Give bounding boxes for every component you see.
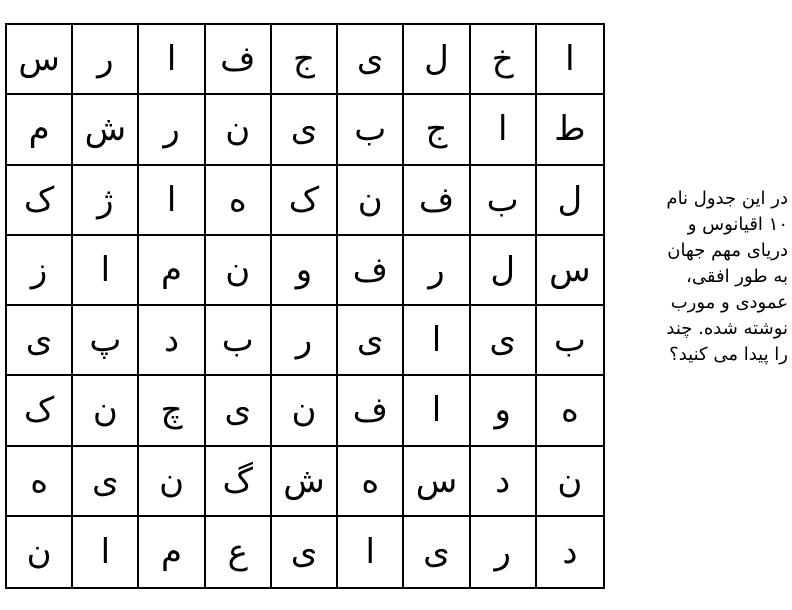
grid-cell[interactable]: س (7, 25, 73, 95)
grid-cell[interactable]: پ (73, 306, 139, 376)
grid-cell[interactable]: ب (206, 306, 272, 376)
grid-cell[interactable]: م (139, 236, 205, 306)
grid-cell[interactable]: ی (404, 517, 470, 587)
grid-cell[interactable]: ا (471, 95, 537, 165)
grid-cell[interactable]: ا (73, 236, 139, 306)
grid-cell[interactable]: ب (338, 95, 404, 165)
grid-cell[interactable]: ه (7, 447, 73, 517)
grid-cell[interactable]: و (471, 376, 537, 446)
grid-cell[interactable]: ی (272, 95, 338, 165)
grid-cell[interactable]: خ (471, 25, 537, 95)
grid-cell[interactable]: ی (73, 447, 139, 517)
grid-cell[interactable]: ن (139, 447, 205, 517)
grid-cell[interactable]: ف (404, 166, 470, 236)
grid-cell[interactable]: ر (471, 517, 537, 587)
grid-cell[interactable]: ل (537, 166, 603, 236)
grid-cell[interactable]: چ (139, 376, 205, 446)
grid-cell[interactable]: ز (7, 236, 73, 306)
grid-cell[interactable]: ل (404, 25, 470, 95)
grid-cell[interactable]: ن (206, 95, 272, 165)
grid-cell[interactable]: ی (338, 306, 404, 376)
grid-cell[interactable]: ک (272, 166, 338, 236)
grid-cell[interactable]: س (537, 236, 603, 306)
grid-cell[interactable]: ا (404, 306, 470, 376)
grid-cell[interactable]: ف (338, 376, 404, 446)
grid-cell[interactable]: د (562, 531, 578, 572)
grid-cell[interactable]: ی (7, 306, 73, 376)
grid-cell[interactable]: ه (537, 376, 603, 446)
grid-cell[interactable]: ع (206, 517, 272, 587)
grid-cell[interactable]: ر (73, 25, 139, 95)
grid-cell[interactable]: ن (338, 166, 404, 236)
grid-cell[interactable]: ف (338, 236, 404, 306)
grid-cell[interactable]: ل (471, 236, 537, 306)
grid-cell[interactable]: ک (7, 376, 73, 446)
grid-cell[interactable]: ط (537, 95, 603, 165)
grid-cell[interactable]: ژ (73, 166, 139, 236)
grid-cell[interactable]: د (139, 306, 205, 376)
grid-cell[interactable]: ر (404, 236, 470, 306)
grid-cell[interactable]: و (272, 236, 338, 306)
grid-cell[interactable]: ن (206, 236, 272, 306)
grid-cell[interactable]: ا (73, 517, 139, 587)
grid-cell[interactable]: ا (139, 166, 205, 236)
grid-cell[interactable]: ا (537, 25, 603, 95)
grid-cell[interactable]: ا (338, 517, 404, 587)
grid-cell[interactable]: ش (272, 447, 338, 517)
grid-cell[interactable]: ب (471, 166, 537, 236)
grid-cell[interactable]: د (471, 447, 537, 517)
grid-cell[interactable]: ن (272, 376, 338, 446)
grid-cell[interactable]: ن (7, 517, 73, 587)
grid-cell[interactable]: ی (471, 306, 537, 376)
grid-cell[interactable]: ش (73, 95, 139, 165)
grid-cell[interactable]: ی (272, 517, 338, 587)
grid-cell[interactable]: گ (206, 447, 272, 517)
grid-cell[interactable]: ف (206, 25, 272, 95)
grid-cell[interactable]: ر (272, 306, 338, 376)
grid-cell[interactable]: ه (206, 166, 272, 236)
grid-cell[interactable]: ج (272, 25, 338, 95)
puzzle-instructions: در این جدول نام ۱۰ اقیانوس و دریای مهم جهان به طور افقی، عمودی و مورب نوشته شده. چند را پیدا می کنید؟ (666, 188, 788, 365)
grid-cell[interactable]: ر (139, 95, 205, 165)
grid-cell[interactable]: ن (537, 447, 603, 517)
grid-cell[interactable]: ج (404, 95, 470, 165)
grid-cell[interactable]: م (139, 517, 205, 587)
grid-cell[interactable]: م (7, 95, 73, 165)
grid-cell[interactable]: ب (537, 306, 603, 376)
grid-cell[interactable]: ی (338, 25, 404, 95)
grid-cell[interactable]: س (404, 447, 470, 517)
grid-cell[interactable]: ن (73, 376, 139, 446)
grid-cell[interactable]: ک (7, 166, 73, 236)
grid-cell[interactable]: ه (338, 447, 404, 517)
grid-cell[interactable]: ا (404, 376, 470, 446)
grid-cell[interactable]: ی (206, 376, 272, 446)
word-search-grid (5, 23, 605, 589)
grid-cell[interactable]: ا (139, 25, 205, 95)
